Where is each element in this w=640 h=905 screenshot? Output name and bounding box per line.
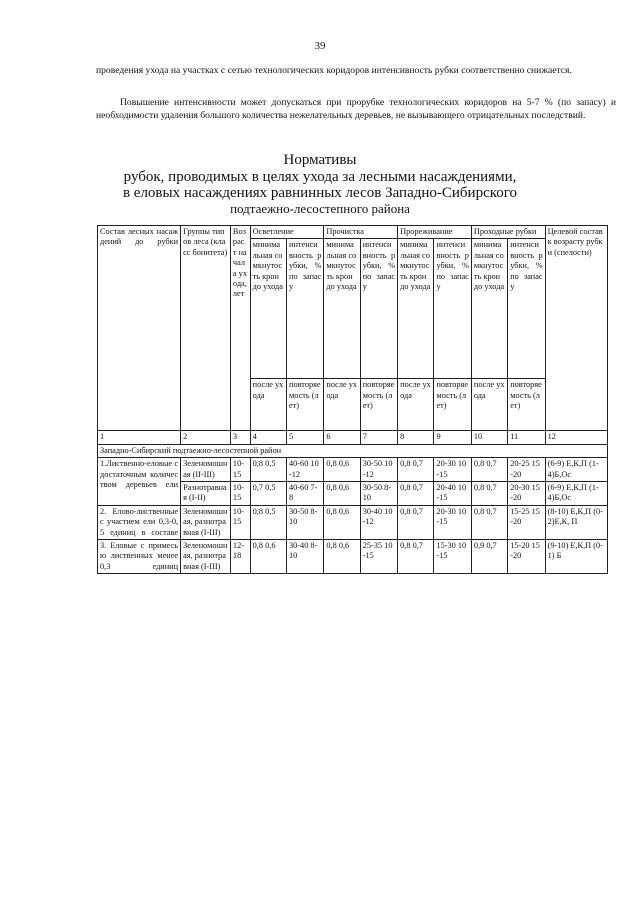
start-age-cell: 10-15 xyxy=(230,482,250,506)
composition-cell: 2. Елово-лиственные с участием ели 0,3-0,5 единиц в составе xyxy=(98,505,181,539)
value-cell: 0,8 0,7 xyxy=(471,482,507,506)
target-cell: (6-9) Е,К,П (1-4)Б,Ос xyxy=(545,482,607,506)
value-cell: 0,8 0,6 xyxy=(324,505,360,539)
column-number: 9 xyxy=(434,431,471,444)
value-cell: 0,8 0,6 xyxy=(250,540,286,574)
value-cell: 15-20 15-20 xyxy=(508,540,545,574)
header-osvetlenie: Осветление xyxy=(250,226,324,239)
header-intensity: интенсивность рубки, % по запасу xyxy=(508,239,545,379)
header-repeat: повторяемость (лет) xyxy=(287,379,324,431)
title-line-4: подтаежно-лесостепного района xyxy=(230,201,410,216)
forest-type-cell: Разнотравная (I-II) xyxy=(181,482,231,506)
value-cell: 15-30 10-15 xyxy=(434,540,471,574)
paragraph-continued: проведения ухода на участках с сетью технологических коридоров интенсивность рубки соответственно снижается. xyxy=(96,65,572,76)
page-number: 39 xyxy=(314,40,326,52)
value-cell: 40-60 7-8 xyxy=(287,482,324,506)
table-row xyxy=(98,458,608,482)
header-min-density: минимальная сомкнутость крон до ухода xyxy=(250,239,286,379)
table-row xyxy=(98,505,608,539)
composition-cell: 1.Лиственно-еловые с достаточным количеством деревьев ели xyxy=(98,458,181,506)
start-age-cell: 10-15 xyxy=(230,505,250,539)
column-number: 6 xyxy=(324,431,360,444)
forest-type-cell: Зеленомошная, разнотравная (I-III) xyxy=(181,505,231,539)
target-cell: (6-9) Е,К,П (1-4)Б,Ос xyxy=(545,458,607,482)
value-cell: 0,8 0,5 xyxy=(250,458,286,482)
column-number: 11 xyxy=(508,431,545,444)
value-cell: 20-30 10-15 xyxy=(434,458,471,482)
norms-table xyxy=(97,225,608,574)
header-repeat: повторяемость (лет) xyxy=(360,379,397,431)
header-prochistka: Прочистка xyxy=(324,226,398,239)
start-age-cell: 12-18 xyxy=(230,540,250,574)
value-cell: 0,8 0,6 xyxy=(324,458,360,482)
column-number: 4 xyxy=(250,431,286,444)
header-row-1 xyxy=(98,226,608,239)
header-target-composition: Целевой состав к возрасту рубки (спелости) xyxy=(545,226,607,431)
header-min-density: минимальная сомкнутость крон до ухода xyxy=(398,239,434,379)
header-start-age: Возраст начала ухода, лет xyxy=(230,226,250,431)
value-cell: 20-25 15-20 xyxy=(508,458,545,482)
title-line-3: в еловых насаждениях равнинных лесов Западно-Сибирского xyxy=(122,185,518,201)
value-cell: 20-30 15-20 xyxy=(508,482,545,506)
composition-cell: 3. Еловые с примесью лиственных менее 0,3 единиц xyxy=(98,540,181,574)
column-number: 1 xyxy=(98,431,181,444)
header-intensity: интенсивность рубки, % по запасу xyxy=(287,239,324,379)
header-intensity: интенсивность рубки, % по запасу xyxy=(360,239,397,379)
value-cell: 15-25 15-20 xyxy=(508,505,545,539)
value-cell: 0,8 0,7 xyxy=(398,458,434,482)
value-cell: 0,8 0,6 xyxy=(324,482,360,506)
region-label: Западно-Сибирский подтаежно-лесостепной район xyxy=(98,444,608,457)
title-line-1: Нормативы xyxy=(283,152,357,168)
header-min-density: минимальная сомкнутость крон до ухода xyxy=(324,239,360,379)
value-cell: 20-40 10-15 xyxy=(434,482,471,506)
header-after-care: после ухода xyxy=(324,379,360,431)
target-cell: (9-10) Е,К,П (0-1) Б xyxy=(545,540,607,574)
start-age-cell: 10-15 xyxy=(230,458,250,482)
value-cell: 30-50 8-10 xyxy=(287,505,324,539)
header-after-care: после ухода xyxy=(471,379,507,431)
header-prokhodnye: Проходные рубки xyxy=(471,226,545,239)
value-cell: 30-40 10-12 xyxy=(360,505,397,539)
column-number: 10 xyxy=(471,431,507,444)
column-number: 2 xyxy=(181,431,231,444)
column-number: 5 xyxy=(287,431,324,444)
value-cell: 0,8 0,5 xyxy=(250,505,286,539)
header-repeat: повторяемость (лет) xyxy=(508,379,545,431)
value-cell: 0,9 0,7 xyxy=(471,540,507,574)
header-after-care: после ухода xyxy=(398,379,434,431)
forest-type-cell: Зеленомошная, разнотравная (I-III) xyxy=(181,540,231,574)
header-forest-types: Группы типов леса (класс бонитета) xyxy=(181,226,231,431)
table-row xyxy=(98,540,608,574)
header-min-density: минимальная сомкнутость крон до ухода xyxy=(471,239,507,379)
column-number: 8 xyxy=(398,431,434,444)
value-cell: 20-30 10-15 xyxy=(434,505,471,539)
value-cell: 0,7 0,5 xyxy=(250,482,286,506)
value-cell: 40-60 10-12 xyxy=(287,458,324,482)
column-number: 12 xyxy=(545,431,607,444)
header-prorezhivanie: Прореживание xyxy=(398,226,472,239)
value-cell: 30-50 8-10 xyxy=(360,482,397,506)
paragraph-intensity: Повышение интенсивности может допускаться при прорубке технологических коридоров на 5-7 % (по запасу) и необходимости удаления большого количества нежелательных деревьев, не вызывающего отрицательных последствий. xyxy=(96,97,616,121)
value-cell: 0,8 0,7 xyxy=(471,458,507,482)
value-cell: 0,8 0,7 xyxy=(471,505,507,539)
header-composition: Состав лесных насаждений до рубки xyxy=(98,226,181,431)
value-cell: 0,8 0,7 xyxy=(398,505,434,539)
value-cell: 0,8 0,6 xyxy=(324,540,360,574)
target-cell: (8-10) Е,К,П (0-2)Е,К, П xyxy=(545,505,607,539)
value-cell: 0,8 0,7 xyxy=(398,482,434,506)
header-intensity: интенсивность рубки, % по запасу xyxy=(434,239,471,379)
region-row xyxy=(98,444,608,457)
value-cell: 25-35 10-15 xyxy=(360,540,397,574)
value-cell: 30-40 8-10 xyxy=(287,540,324,574)
title-line-2: рубок, проводимых в целях ухода за лесными насаждениями, xyxy=(123,169,517,185)
column-number: 3 xyxy=(230,431,250,444)
column-numbers-row xyxy=(98,431,608,444)
header-after-care: после ухода xyxy=(250,379,286,431)
value-cell: 0,8 0,7 xyxy=(398,540,434,574)
header-repeat: повторяемость (лет) xyxy=(434,379,471,431)
forest-type-cell: Зеленомошная (II-III) xyxy=(181,458,231,482)
value-cell: 30-50 10-12 xyxy=(360,458,397,482)
column-number: 7 xyxy=(360,431,397,444)
